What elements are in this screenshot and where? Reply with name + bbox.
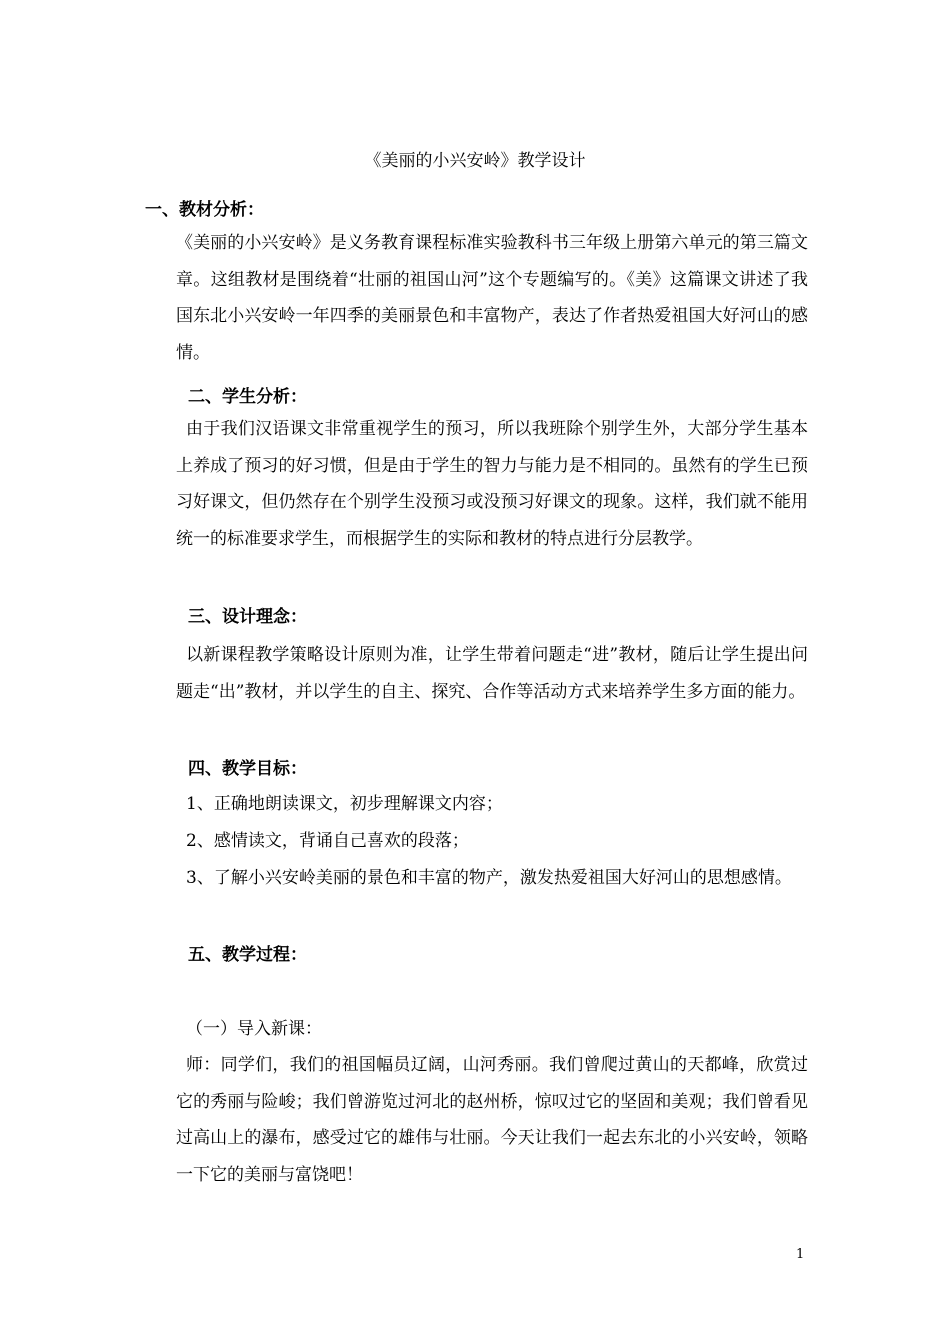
section-heading-teaching-goals: 四、教学目标：	[188, 759, 307, 779]
section-heading-design-concept: 三、设计理念：	[188, 607, 307, 627]
list-item-goal-3: 3、了解小兴安岭美丽的景色和丰富的物产，激发热爱祖国大好河山的思想感情。	[186, 868, 792, 888]
list-item-goal-1: 1、正确地朗读课文，初步理解课文内容；	[186, 794, 503, 814]
page-number: 1	[796, 1247, 805, 1262]
paragraph-material-analysis: 《美丽的小兴安岭》是义务教育课程标准实验教科书三年级上册第六单元的第三篇文章。这组教材是围绕着“壮丽的祖国山河”这个专题编写的。《美》这篇课文讲述了我国东北小兴安岭一年四季的美丽景色和丰富物产，表达了作者热爱祖国大好河山的感情。	[176, 233, 808, 363]
document-title: 《美丽的小兴安岭》教学设计	[364, 151, 586, 171]
paragraph-student-analysis: 由于我们汉语课文非常重视学生的预习，所以我班除个别学生外，大部分学生基本上养成了预习的好习惯，但是由于学生的智力与能力是不相同的。虽然有的学生已预习好课文，但仍然存在个别学生没预习或没预习好课文的现象。这样，我们就不能用统一的标准要求学生，而根据学生的实际和教材的特点进行分层教学。	[176, 419, 808, 549]
sub-heading-introduction: （一）导入新课：	[186, 1019, 322, 1039]
paragraph-introduction: 师：同学们，我们的祖国幅员辽阔，山河秀丽。我们曾爬过黄山的天都峰，欣赏过它的秀丽与险峻；我们曾游览过河北的赵州桥，惊叹过它的坚固和美观；我们曾看见过高山上的瀑布，感受过它的雄伟与壮丽。今天让我们一起去东北的小兴安岭，领略一下它的美丽与富饶吧！	[176, 1055, 808, 1185]
list-item-goal-2: 2、感情读文，背诵自己喜欢的段落；	[186, 831, 469, 851]
section-heading-student-analysis: 二、学生分析：	[188, 387, 307, 407]
paragraph-design-concept: 以新课程教学策略设计原则为准，让学生带着问题走“进”教材，随后让学生提出问题走“出”教材，并以学生的自主、探究、合作等活动方式来培养学生多方面的能力。	[176, 645, 808, 702]
section-heading-teaching-process: 五、教学过程：	[188, 945, 307, 965]
section-heading-material-analysis: 一、教材分析：	[145, 200, 264, 220]
